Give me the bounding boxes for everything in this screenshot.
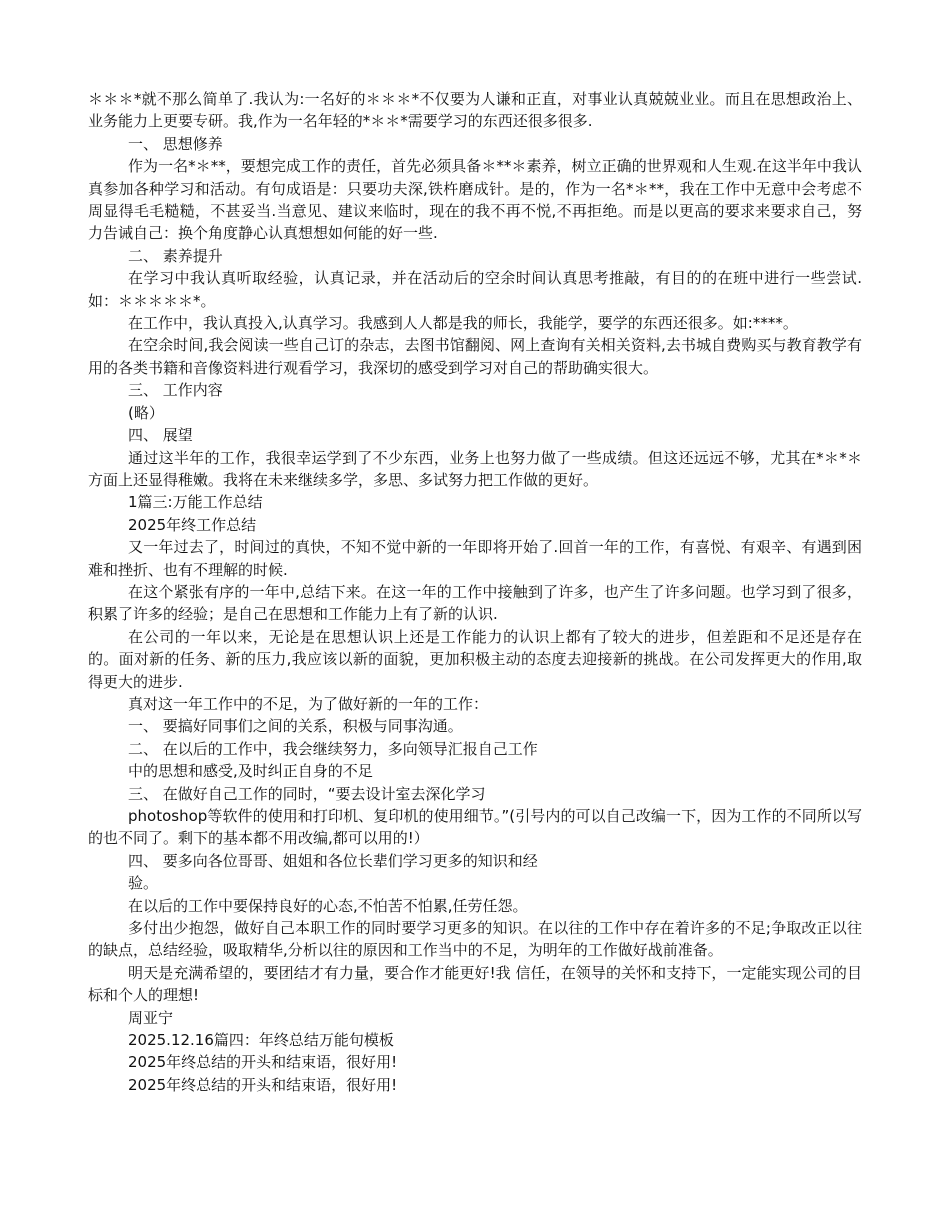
text-line: 中的思想和感受,及时纠正自身的不足	[128, 762, 373, 781]
paragraph: 在工作中，我认真投入,认真学习。我感到人人都是我的师长，我能学，要学的东西还很多。如:****。	[128, 314, 798, 333]
text-line: 四、 展望	[128, 426, 193, 445]
text-line: 验。	[128, 874, 159, 893]
paragraph: 在公司的一年以来，无论是在思想认识上还是工作能力的认识上都有了较大的进步，但差距和不足还是存在的。面对新的任务、新的压力,我应该以新的面貌，更加积极主动的态度去迎接新的挑战。在公司发挥更大的作用,取得更大的进步.	[88, 627, 862, 691]
paragraph: 明天是充满希望的，要团结才有力量，要合作才能更好!我 信任，在领导的关怀和支持下，一定能实现公司的目标和个人的理想!	[88, 963, 862, 1005]
text-line: 2025年终总结的开头和结束语，很好用!	[128, 1075, 398, 1094]
paragraph: 多付出少抱怨，做好自己本职工作的同时要学习更多的知识。在以往的工作中存在着许多的不足;争取改正以往的缺点，总结经验，吸取精华,分析以往的原因和工作当中的不足，为明年的工作做好战前准备。	[88, 919, 862, 960]
text-line: 四、 要多向各位哥哥、姐姐和各位长辈们学习更多的知识和经	[128, 851, 538, 870]
paragraph: 在这个紧张有序的一年中,总结下来。在这一年的工作中接触到了许多，也产生了许多问题。也学习到了很多，积累了许多的经验；是自己在思想和工作能力上有了新的认识.	[88, 582, 862, 624]
paragraph: 通过这半年的工作，我很幸运学到了不少东西，业务上也努力做了一些成绩。但这还远远不够，尤其在*＊*＊方面上还显得稚嫩。我将在未来继续多学，多思、多试努力把工作做的更好。	[88, 448, 862, 489]
text-line: (略）	[128, 403, 164, 422]
paragraph: photoshop等软件的使用和打印机、复印机的使用细节。”(引号内的可以自己改编一下，因为工作的不同所以写的也不同了。剩下的基本都不用改编,都可以用的!）	[88, 807, 862, 848]
paragraph: 又一年过去了，时间过的真快，不知不觉中新的一年即将开始了.回首一年的工作，有喜悦、有艰辛、有遇到困难和挫折、也有不理解的时候.	[88, 538, 862, 579]
text-line: 2025年终总结的开头和结束语，很好用!	[128, 1053, 398, 1072]
text-line: 三、 工作内容	[128, 381, 223, 400]
text-line: 三、 在做好自己工作的同时，“要去设计室去深化学习	[128, 784, 486, 803]
document-page	[88, 88, 862, 1096]
paragraph: 在空余时间,我会阅读一些自己订的杂志，去图书馆翻阅、网上查询有关相关资料,去书城自费购买与教育教学有用的各类书籍和音像资料进行观看学习，我深切的感受到学习对自己的帮助确实很大。	[88, 336, 862, 377]
paragraph: ＊＊＊*就不那么简单了.我认为:一名好的＊＊＊*不仅要为人谦和正直，对事业认真兢兢业业。而且在思想政治上、业务能力上更要专研。我,作为一名年轻的*＊＊*需要学习的东西还很多很多.	[88, 90, 862, 131]
text-line: 二、 在以后的工作中，我会继续努力，多向领导汇报自己工作	[128, 739, 538, 758]
text-line: 1篇三:万能工作总结	[128, 493, 263, 512]
text-line: 真对这一年工作中的不足，为了做好新的一年的工作：	[128, 694, 489, 713]
paragraph: 作为一名*＊**，要想完成工作的责任，首先必须具备＊**＊素养，树立正确的世界观和人生观.在这半年中我认真参加各种学习和活动。有句成语是：只要功夫深,铁杵磨成针。是的，作为一名*＊**，我在工作中无意中会考虑不周显得毛毛糙糙，不甚妥当.当意见、建议来临时，现在的我不再不悦,不再拒绝。而是以更高的要求来要求自己，努力告诫自己：换个角度静心认真想想如何能的好一些.	[88, 157, 862, 243]
text-line: 一、 要搞好同事们之间的关系，积极与同事沟通。	[128, 717, 463, 736]
paragraph: 在学习中我认真听取经验，认真记录，并在活动后的空余时间认真思考推敲，有目的的在班中进行一些尝试.如：＊＊＊＊＊*。	[88, 269, 862, 310]
text-line: 2025年终工作总结	[128, 515, 257, 534]
text-line: 在以后的工作中要保持良好的心态,不怕苦不怕累,任劳任怨。	[128, 896, 528, 915]
text-line: 二、 素养提升	[128, 246, 223, 265]
text-line: 一、 思想修养	[128, 134, 223, 153]
text-line: 2025.12.16篇四：年终总结万能句模板	[128, 1031, 394, 1050]
text-line: 周亚宁	[128, 1008, 174, 1027]
